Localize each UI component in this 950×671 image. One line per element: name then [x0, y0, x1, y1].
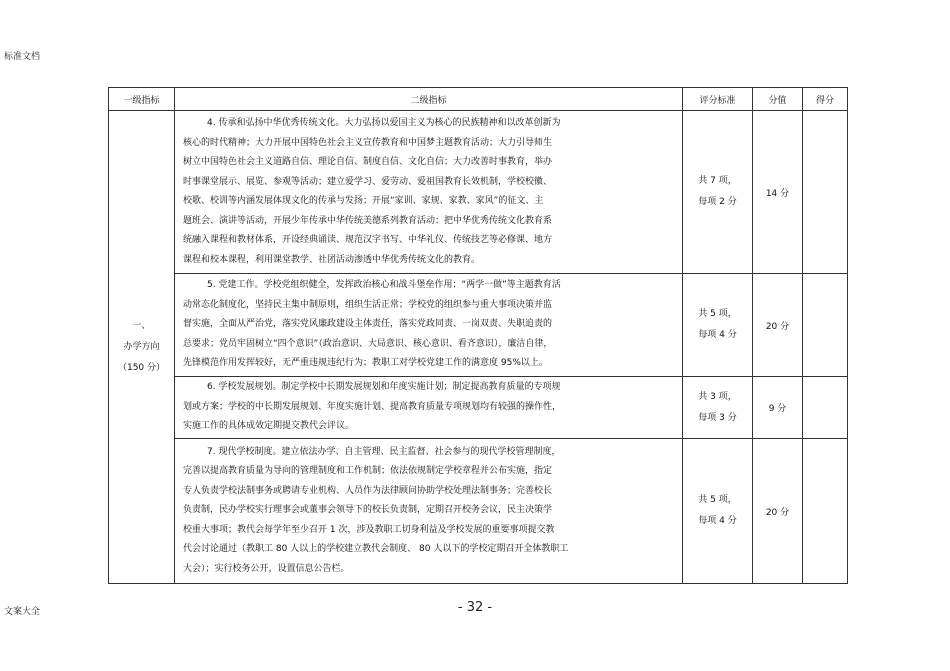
header-label: 标准文档	[4, 52, 41, 62]
table-row	[109, 274, 848, 377]
std-per-item: 每项 2 分	[698, 197, 737, 207]
scoring-standard	[683, 274, 753, 377]
page-number: - 32 -	[457, 600, 493, 615]
item-description	[175, 377, 683, 439]
std-per-item: 每项 3 分	[698, 412, 737, 423]
desc-line: 完善以提高教育质量为导向的管理制度和工作机制；依法依规制定学校章程并公布实施，指定	[183, 466, 553, 477]
desc-line: 督实施，全面从严治党，落实党风廉政建设主体责任，落实党政同责、一岗双责、失职追责的	[183, 319, 553, 330]
footer-label: 文案大全	[4, 607, 41, 617]
header-level2: 二级指标	[175, 88, 683, 111]
desc-line: 动常态化制度化，坚持民主集中制原则，组织生活正常；学校党的组织参与重大事项决策并监	[183, 299, 553, 310]
table-row	[109, 439, 848, 584]
desc-line: 4. 传承和弘扬中华优秀传统文化。大力弘扬以爱国主义为核心的民族精神和以改革创新为	[207, 118, 561, 128]
level1-cell	[109, 111, 175, 584]
header-points: 分值	[753, 88, 803, 111]
header-level1: 一级指标	[109, 88, 175, 111]
points-value: 20 分	[753, 439, 803, 584]
desc-line: 核心的时代精神；大力开展中国特色社会主义宣传教育和中国梦主题教育活动；大力引导师生	[183, 137, 553, 148]
points-value: 9 分	[753, 377, 803, 439]
desc-line: 实施工作的具体成效定期提交教代会评议。	[183, 421, 355, 432]
scoring-standard	[683, 111, 753, 274]
table-row	[109, 111, 848, 274]
std-per-item: 每项 4 分	[698, 516, 737, 526]
item-description	[175, 274, 683, 377]
points-value: 14 分	[753, 111, 803, 274]
header-standard: 评分标准	[683, 88, 753, 111]
item-description	[175, 111, 683, 274]
table-header-row	[109, 88, 848, 111]
desc-line: 代会讨论通过（教职工 80 人以上的学校建立教代会制度、 80 人以下的学校定期召开全体教职工	[183, 544, 569, 555]
scoring-standard	[683, 377, 753, 439]
points-value: 20 分	[753, 274, 803, 377]
desc-line: 5. 党建工作。学校党组织健全，发挥政治核心和战斗堡垒作用；“两学一做”等主题教育活	[207, 280, 561, 291]
earned-score-cell[interactable]	[803, 439, 848, 584]
level1-number: 一、	[132, 320, 151, 331]
desc-line: 树立中国特色社会主义道路自信、理论自信、制度自信、文化自信；大力改善时事教育，举办	[183, 157, 553, 167]
std-count: 共 3 项，	[698, 391, 737, 402]
evaluation-table	[108, 87, 848, 584]
desc-line: 6. 学校发展规划。制定学校中长期发展规划和年度实施计划；制定提高教育质量的专项规	[207, 382, 561, 393]
desc-line: 校重大事项；教代会每学年至少召开 1 次，涉及教职工切身利益及学校发展的重要事项提交教	[183, 524, 555, 535]
desc-line: 题班会、演讲等活动，开展少年传承中华传统美德系列教育活动；把中华优秀传统文化教育系	[183, 215, 553, 226]
desc-line: 总要求；党员牢固树立“四个意识”（政治意识、大局意识、核心意识、看齐意识），廉洁自律，	[183, 338, 553, 349]
item-description	[175, 439, 683, 584]
desc-line: 大会）；实行校务公开，设置信息公告栏。	[183, 563, 350, 574]
desc-line: 专人负责学校法制事务或聘请专业机构、人员作为法律顾问协助学校处理法制事务；完善校长	[183, 485, 553, 496]
desc-line: 7. 现代学校制度。建立依法办学、自主管理、民主监督、社会参与的现代学校管理制度，	[207, 446, 561, 457]
header-earned: 得分	[803, 88, 848, 111]
scoring-standard	[683, 439, 753, 584]
std-per-item: 每项 4 分	[698, 330, 737, 340]
desc-line: 划或方案；学校的中长期发展规划、年度实施计划、提高教育质量专项规划均有较强的操作性，	[183, 401, 562, 412]
desc-line: 统融入课程和教材体系，开设经典诵读、规范汉字书写、中华礼仪、传统技艺等必修课、地方	[183, 235, 553, 245]
std-count: 共 7 项，	[698, 176, 737, 186]
desc-line: 时事课堂展示、展览、参观等活动；建立爱学习、爱劳动、爱祖国教育长效机制，学校校徽、	[183, 176, 553, 187]
std-count: 共 5 项，	[698, 309, 737, 319]
std-count: 共 5 项，	[698, 495, 737, 505]
level1-title: 办学方向	[123, 341, 160, 352]
desc-line: 负责制，民办学校实行理事会或董事会领导下的校长负责制，定期召开校务会议，民主决策学	[183, 505, 553, 516]
desc-line: 校歌、校训等内涵发展体现文化的传承与发扬；开展“家训、家规、家教、家风”的征文、主	[183, 196, 544, 206]
desc-line: 先锋模范作用发挥较好，无严重违规违纪行为；教职工对学校党建工作的满意度 95%以上。	[183, 358, 548, 369]
earned-score-cell[interactable]	[803, 111, 848, 274]
desc-line: 课程和校本课程，利用课堂教学、社团活动渗透中华优秀传统文化的教育。	[183, 254, 481, 265]
earned-score-cell[interactable]	[803, 377, 848, 439]
table-row	[109, 377, 848, 439]
earned-score-cell[interactable]	[803, 274, 848, 377]
level1-total: （150 分）	[117, 362, 166, 373]
